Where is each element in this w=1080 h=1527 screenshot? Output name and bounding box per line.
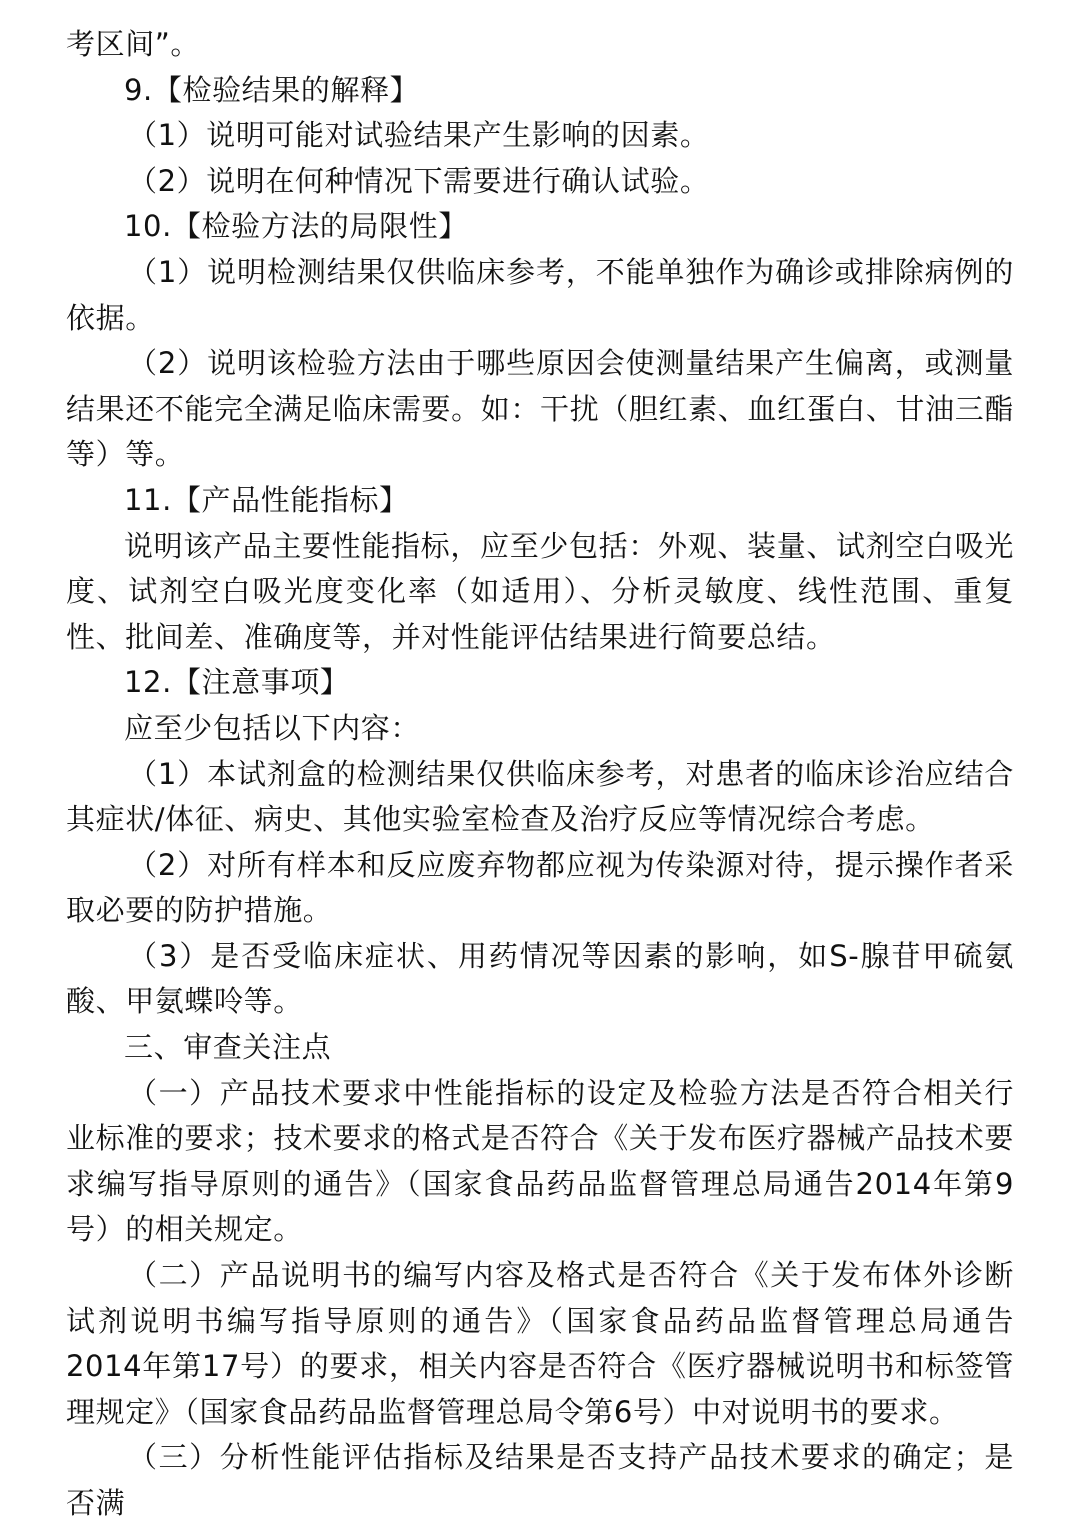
list-item: （1）说明检测结果仅供临床参考，不能单独作为确诊或排除病例的依据。 xyxy=(66,254,1014,335)
list-item: （二）产品说明书的编写内容及格式是否符合《关于发布体外诊断试剂说明书编写指导原则的通告》（国家食品药品监督管理总局通告2014年第17号）的要求，相关内容是否符合《医疗器械说明书和标签管理规定》（国家食品药品监督管理总局令第6号）中对说明书的要求。 xyxy=(66,1258,1014,1429)
body-paragraph: 说明该产品主要性能指标，应至少包括：外观、装量、试剂空白吸光度、试剂空白吸光度变化率（如适用）、分析灵敏度、线性范围、重复性、批间差、准确度等，并对性能评估结果进行简要总结。 xyxy=(66,528,1014,654)
list-item: （一）产品技术要求中性能指标的设定及检验方法是否符合相关行业标准的要求；技术要求的格式是否符合《关于发布医疗器械产品技术要求编写指导原则的通告》（国家食品药品监督管理总局通告2014年第9号）的相关规定。 xyxy=(66,1075,1014,1247)
section-heading-12: 12.【注意事项】 xyxy=(124,665,350,700)
document-page xyxy=(66,22,1014,1527)
paragraph-continuation: 考区间”。 xyxy=(66,27,201,61)
chapter-heading: 三、审查关注点 xyxy=(124,1030,332,1065)
list-item: （3）是否受临床症状、用药情况等因素的影响，如S-腺苷甲硫氨酸、甲氨蝶呤等。 xyxy=(66,938,1014,1019)
list-item: （三）分析性能评估指标及结果是否支持产品技术要求的确定；是否满 xyxy=(66,1440,1014,1520)
list-item: （2）对所有样本和反应废弃物都应视为传染源对待，提示操作者采取必要的防护措施。 xyxy=(66,847,1014,928)
section-heading-9: 9.【检验结果的解释】 xyxy=(124,72,420,107)
section-heading-11: 11.【产品性能指标】 xyxy=(124,482,409,517)
body-paragraph: 应至少包括以下内容： xyxy=(124,710,421,745)
list-item: （2）说明在何种情况下需要进行确认试验。 xyxy=(128,163,710,198)
list-item: （1）说明可能对试验结果产生影响的因素。 xyxy=(128,118,710,153)
list-item: （1）本试剂盒的检测结果仅供临床参考，对患者的临床诊治应结合其症状/体征、病史、其他实验室检查及治疗反应等情况综合考虑。 xyxy=(66,756,1014,837)
section-heading-10: 10.【检验方法的局限性】 xyxy=(124,209,468,244)
list-item: （2）说明该检验方法由于哪些原因会使测量结果产生偏离，或测量结果还不能完全满足临床需要。如：干扰（胆红素、血红蛋白、甘油三酯等）等。 xyxy=(66,346,1014,472)
